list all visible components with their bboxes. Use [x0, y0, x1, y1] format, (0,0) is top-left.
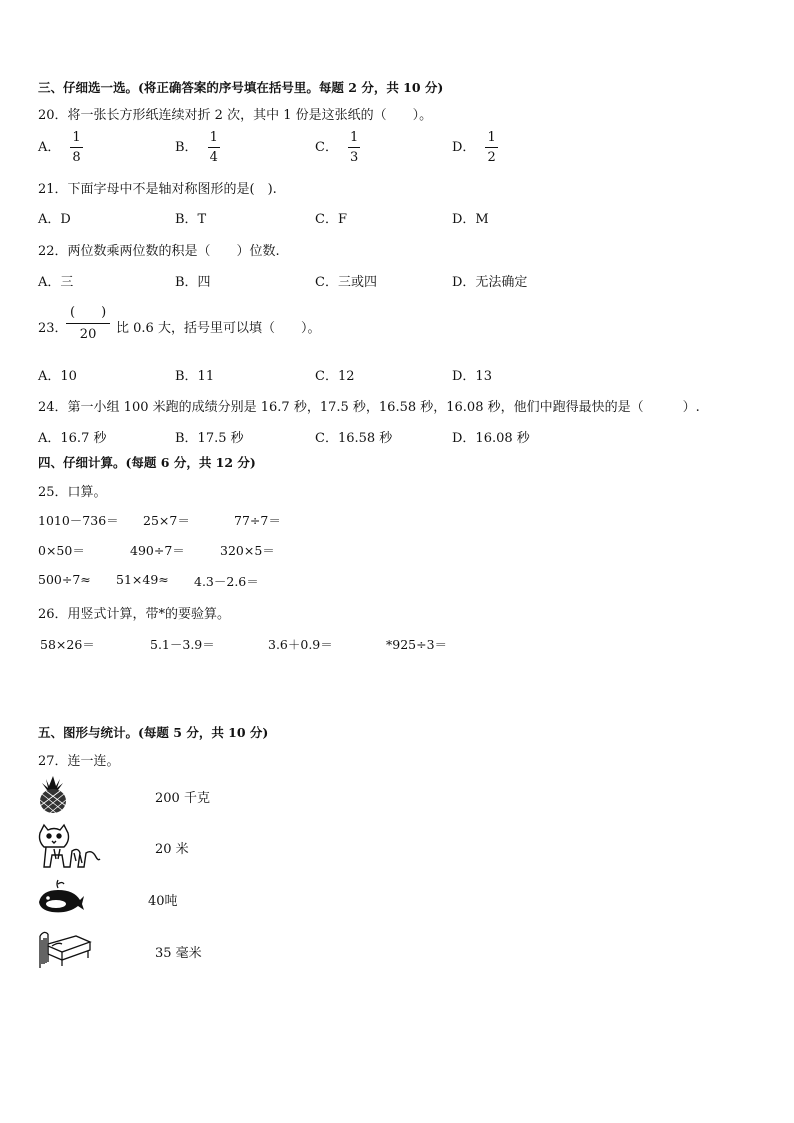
q20-option-c[interactable]: C． $\frac{1}{3}$: [315, 130, 359, 165]
match-label[interactable]: 35 毫米: [155, 946, 202, 961]
q21-option-d[interactable]: D．M: [452, 212, 489, 227]
q24-option-a[interactable]: A．16.7 秒: [38, 431, 107, 446]
question-20: 20．将一张长方形纸连续对折 2 次，其中 1 份是这张纸的（ ）。: [38, 108, 433, 123]
vertical-calc-item: 3.6＋0.9＝: [268, 637, 333, 652]
q24-option-c[interactable]: C．16.58 秒: [315, 431, 393, 446]
fraction: $\frac{1}{3}$: [349, 130, 359, 165]
question-25: 25．口算。: [38, 485, 107, 500]
q22-option-b[interactable]: B．四: [175, 275, 211, 290]
question-23-prefix: 23．: [38, 321, 68, 336]
mental-calc-item: 500÷7≈: [38, 572, 91, 587]
mental-calc-item: 51×49≈: [116, 572, 169, 587]
section-4-title: 四、仔细计算。(每题 6 分，共 12 分): [38, 455, 256, 470]
question-22: 22．两位数乘两位数的积是（ ）位数.: [38, 244, 280, 259]
q23-option-b[interactable]: B．11: [175, 369, 215, 384]
q23-blank-fraction: ( ) 20: [66, 306, 110, 341]
bed-icon: [36, 926, 92, 970]
q23-option-d[interactable]: D．13: [452, 369, 492, 384]
mental-calc-item: 25×7＝: [143, 513, 190, 528]
q21-option-c[interactable]: C．F: [315, 212, 347, 227]
pineapple-icon: [36, 774, 70, 814]
mental-calc-item: 4.3－2.6＝: [194, 574, 259, 589]
question-26: 26．用竖式计算，带*的要验算。: [38, 607, 231, 622]
q21-option-b[interactable]: B．T: [175, 212, 207, 227]
tiger-icon: [36, 823, 102, 871]
fraction: $\frac{1}{2}$: [487, 130, 496, 165]
mental-calc-item: 320×5＝: [220, 543, 275, 558]
q23-option-c[interactable]: C．12: [315, 369, 355, 384]
mental-calc-item: 1010－736＝: [38, 513, 119, 528]
vertical-calc-item: 5.1－3.9＝: [150, 637, 215, 652]
mental-calc-item: 77÷7＝: [234, 513, 281, 528]
q21-option-a[interactable]: A．D: [38, 212, 71, 227]
q20-option-b[interactable]: B． $\frac{1}{4}$: [175, 130, 218, 165]
question-21: 21．下面字母中不是轴对称图形的是( ).: [38, 182, 277, 197]
question-24: 24．第一小组 100 米跑的成绩分别是 16.7 秒，17.5 秒，16.58 秒，16.08 秒，他们中跑得最快的是（ ）.: [38, 400, 700, 415]
vertical-calc-item: 58×26＝: [40, 637, 95, 652]
vertical-calc-item: *925÷3＝: [386, 637, 448, 652]
q23-option-a[interactable]: A．10: [38, 369, 77, 384]
q24-option-b[interactable]: B．17.5 秒: [175, 431, 244, 446]
fraction: $\frac{1}{4}$: [209, 130, 218, 165]
q22-option-d[interactable]: D．无法确定: [452, 275, 528, 290]
q22-option-c[interactable]: C．三或四: [315, 275, 377, 290]
q20-option-a[interactable]: A． $\frac{1}{8}$: [38, 130, 81, 165]
section-3-title: 三、仔细选一选。(将正确答案的序号填在括号里。每题 2 分，共 10 分): [38, 80, 444, 95]
q24-option-d[interactable]: D．16.08 秒: [452, 431, 530, 446]
match-label[interactable]: 200 千克: [155, 791, 210, 806]
question-23-text: 比 0.6 大，括号里可以填（ ）。: [116, 321, 321, 336]
fraction: $\frac{1}{8}$: [72, 130, 81, 165]
q20-option-d[interactable]: D． $\frac{1}{2}$: [452, 130, 496, 165]
section-5-title: 五、图形与统计。(每题 5 分，共 10 分): [38, 725, 269, 740]
mental-calc-item: 0×50＝: [38, 543, 85, 558]
question-27: 27．连一连。: [38, 754, 120, 769]
q22-option-a[interactable]: A．三: [38, 275, 74, 290]
match-label[interactable]: 20 米: [155, 842, 189, 857]
match-label[interactable]: 40吨: [148, 894, 178, 909]
mental-calc-item: 490÷7＝: [130, 543, 185, 558]
whale-icon: [36, 878, 86, 916]
